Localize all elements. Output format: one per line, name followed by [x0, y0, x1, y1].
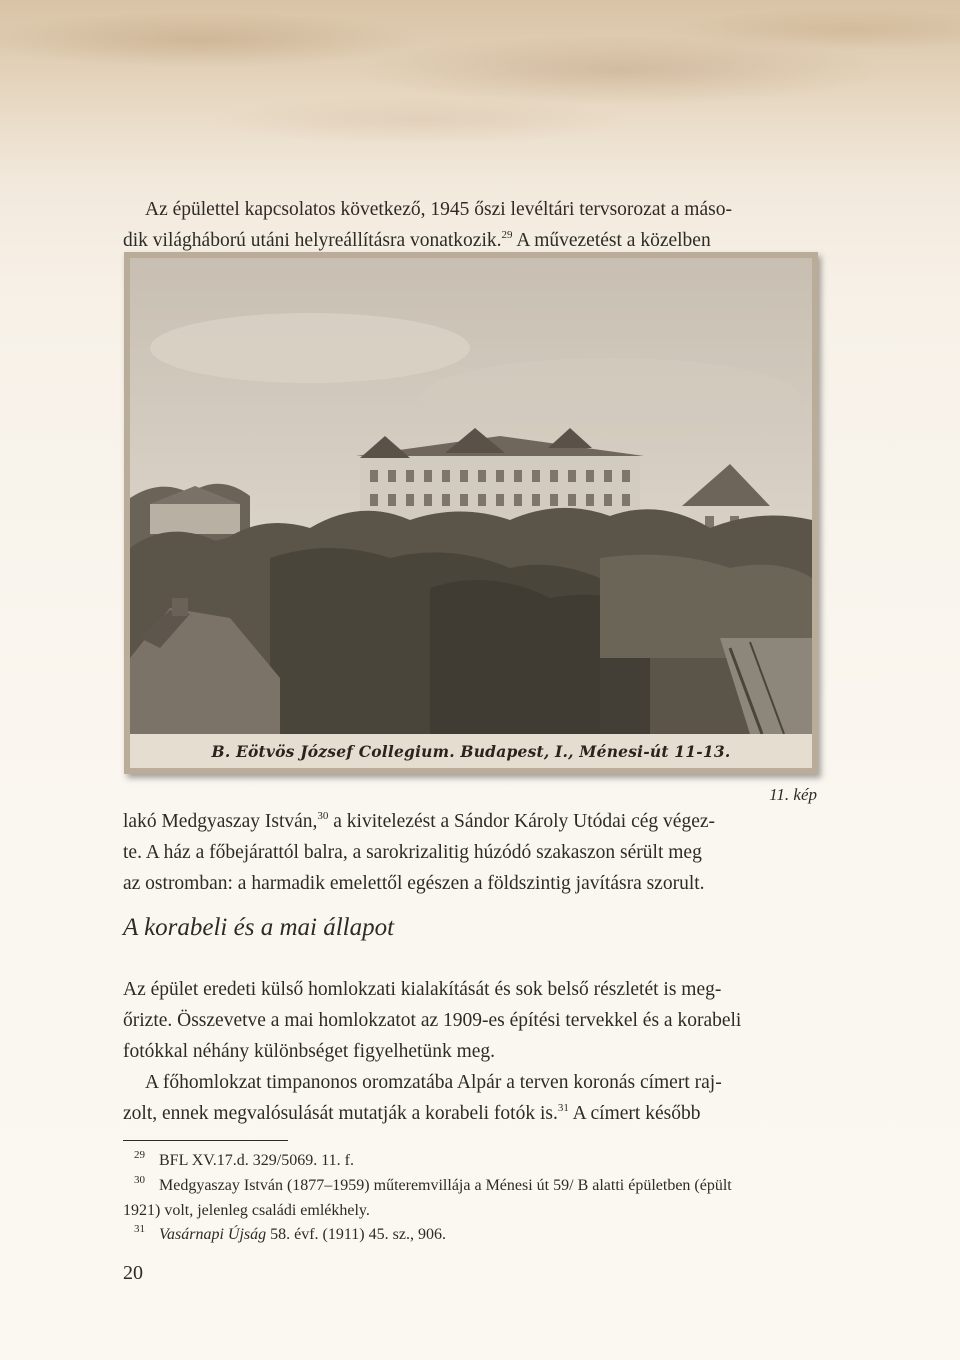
footnote-separator	[123, 1140, 288, 1141]
historic-photo-frame	[124, 252, 818, 774]
text-line	[123, 806, 817, 837]
text-line: fotókkal néhány különbséget figyelhetünk meg.	[123, 1041, 496, 1062]
sand-texture-header	[0, 0, 960, 170]
footnote-29: 29 BFL XV.17.d. 329/5069. 11. f.	[134, 1149, 354, 1169]
text-line: Az épület eredeti külső homlokzati kialakítását és sok belső részletét is meg-	[123, 979, 722, 1000]
text-line: A főhomlokzat timpanonos oromzatába Alpár a terven koronás címert raj-	[145, 1072, 722, 1093]
footnote-30	[123, 1173, 817, 1223]
image-caption: 11. kép	[769, 785, 817, 804]
text-line: te. A ház a főbejárattól balra, a sarokrizalitig húzódó szakaszon sérült meg	[123, 842, 702, 863]
text-span: A művezetést a közelben	[512, 230, 711, 251]
text-line	[123, 1098, 817, 1129]
footnote-italic-title: Vasárnapi Újság	[159, 1226, 267, 1243]
footnote-ref-30[interactable]: 30	[317, 810, 329, 822]
footnote-text: 58. évf. (1911) 45. sz., 906.	[266, 1226, 446, 1243]
text-span: dik világháború utáni helyreállításra vonatkozik.	[123, 230, 502, 251]
text-span: zolt, ennek megvalósulását mutatják a korabeli fotók is.	[123, 1103, 558, 1124]
paragraph-medgyaszay	[123, 806, 817, 899]
text-line: őrizte. Összevetve a mai homlokzatot az 1909-es építési tervekkel és a korabeli	[123, 1010, 742, 1031]
text-span: A címert később	[568, 1103, 701, 1124]
text-span: lakó Medgyaszay István,	[123, 811, 318, 832]
text-line: 30 Medgyaszay István (1877–1959) műteremvillája a Ménesi út 59/ B alatti épületben (épült	[134, 1174, 732, 1194]
footnote-text-continued: 1921) volt, jelenleg családi emlékhely.	[123, 1202, 370, 1219]
text-line: az ostromban: a harmadik emelettől egészen a földszintig javításra szorult.	[123, 873, 705, 894]
photo-caption-strip	[130, 734, 812, 768]
text-span: a kivitelezést a Sándor Károly Utódai cég végez-	[328, 811, 715, 832]
photo-caption-text: B. Eötvös József Collegium. Budapest, I., Ménesi-út 11-13.	[211, 741, 731, 761]
footnote-text: Medgyaszay István (1877–1959) műteremvillája a Ménesi út 59/ B alatti épületben (épült	[159, 1177, 732, 1194]
footnote-text: BFL XV.17.d. 329/5069. 11. f.	[159, 1152, 354, 1169]
section-heading: A korabeli és a mai állapot	[123, 914, 395, 941]
paragraph-intro	[123, 194, 817, 256]
text-line: Az épülettel kapcsolatos következő, 1945 őszi levéltári tervsorozat a máso-	[145, 199, 732, 220]
paragraph-pediment	[123, 1067, 817, 1129]
paragraph-facade	[123, 974, 817, 1067]
historic-photo	[130, 258, 812, 768]
footnote-ref-29[interactable]: 29	[501, 229, 513, 241]
photo-illustration	[130, 258, 812, 768]
footnote-31: 31 Vasárnapi Újság 58. évf. (1911) 45. sz., 906.	[134, 1223, 446, 1243]
page-number: 20	[123, 1262, 143, 1284]
footnote-ref-31[interactable]: 31	[557, 1102, 569, 1114]
